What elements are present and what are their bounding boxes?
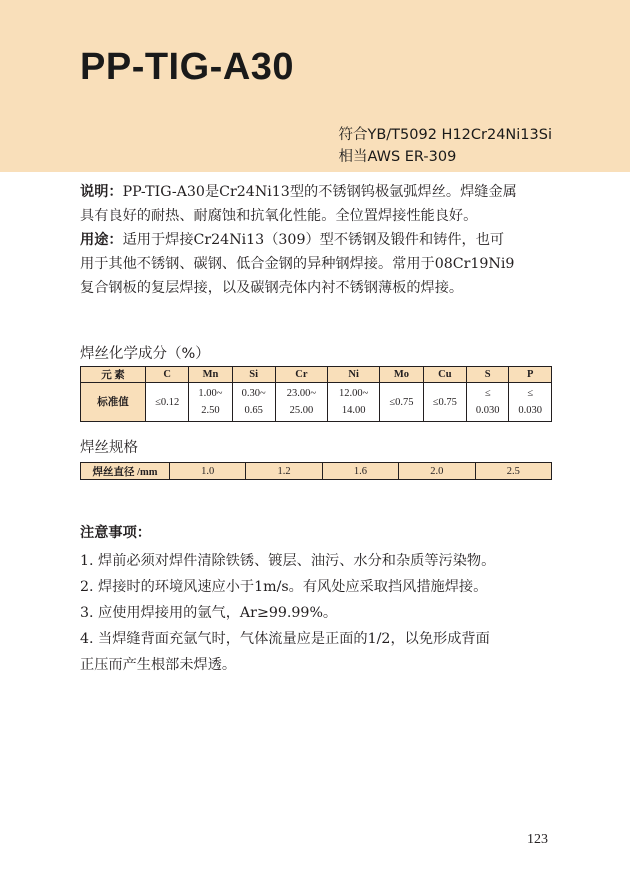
note-item: 1. 焊前必须对焊件清除铁锈、镀层、油污、水分和杂质等污染物。 xyxy=(80,553,496,569)
diameter-cell: 2.5 xyxy=(475,463,551,480)
header-cell: C xyxy=(146,367,189,383)
header-cell: P xyxy=(509,367,552,383)
note-item: 2. 焊接时的环境风速应小于1m/s。有风处应采取挡风措施焊接。 xyxy=(80,579,488,595)
value-cell: ≤0.75 xyxy=(380,383,423,422)
spec-table xyxy=(80,462,552,480)
value-cell: ≤ 0.030 xyxy=(467,383,509,422)
spec-label: 焊丝直径 /mm xyxy=(81,463,170,480)
value-cell: 23.00~ 25.00 xyxy=(275,383,327,422)
header-cell: 元 素 xyxy=(81,367,146,383)
standard-line: 符合YB/T5092 H12Cr24Ni13Si xyxy=(338,127,552,143)
note-item: 3. 应使用焊接用的氩气，Ar≥99.99%。 xyxy=(80,605,338,621)
note-item: 4. 当焊缝背面充氩气时，气体流量应是正面的1/2，以免形成背面 xyxy=(80,631,490,647)
usage-line: 用途：适用于焊接Cr24Ni13（309）型不锈钢及锻件和铸件，也可 xyxy=(80,232,505,248)
composition-value-row xyxy=(81,383,552,422)
usage-label: 用途： xyxy=(80,232,123,248)
header-cell: S xyxy=(467,367,509,383)
header-cell: Cr xyxy=(275,367,327,383)
description-label: 说明： xyxy=(80,184,123,200)
header-band xyxy=(0,0,630,172)
product-title: PP-TIG-A30 xyxy=(80,46,295,88)
header-cell: Si xyxy=(232,367,275,383)
description-line: 具有良好的耐热、耐腐蚀和抗氧化性能。全位置焊接性能良好。 xyxy=(80,208,478,224)
diameter-cell: 1.2 xyxy=(246,463,322,480)
description-line: 说明：PP-TIG-A30是Cr24Ni13型的不锈钢钨极氩弧焊丝。焊缝金属 xyxy=(80,184,517,200)
composition-table xyxy=(80,366,552,422)
usage-line: 用于其他不锈钢、碳钢、低合金钢的异种钢焊接。常用于08Cr19Ni9 xyxy=(80,256,515,272)
header-cell: Mn xyxy=(189,367,232,383)
description-block xyxy=(80,180,560,300)
page-number: 123 xyxy=(527,832,548,847)
diameter-cell: 1.6 xyxy=(322,463,398,480)
value-cell: ≤0.75 xyxy=(423,383,466,422)
standard-line: 相当AWS ER-309 xyxy=(338,149,457,165)
diameter-cell: 1.0 xyxy=(170,463,246,480)
value-cell: 1.00~ 2.50 xyxy=(189,383,232,422)
usage-line: 复合钢板的复层焊接，以及碳钢壳体内衬不锈钢薄板的焊接。 xyxy=(80,280,464,296)
composition-header-row xyxy=(81,367,552,383)
value-cell: 0.30~ 0.65 xyxy=(232,383,275,422)
spec-row xyxy=(81,463,552,480)
header-cell: Ni xyxy=(328,367,380,383)
value-cell: ≤ 0.030 xyxy=(509,383,552,422)
header-cell: Cu xyxy=(423,367,466,383)
header-cell: Mo xyxy=(380,367,423,383)
standards-block xyxy=(338,124,552,168)
diameter-cell: 2.0 xyxy=(399,463,475,480)
value-cell: ≤0.12 xyxy=(146,383,189,422)
notes-heading: 注意事项： xyxy=(80,525,151,541)
notes-block xyxy=(80,520,560,678)
value-cell: 12.00~ 14.00 xyxy=(328,383,380,422)
spec-heading: 焊丝规格 xyxy=(80,440,138,456)
row-label: 标准值 xyxy=(81,383,146,422)
composition-heading: 焊丝化学成分（%） xyxy=(80,346,210,362)
note-item: 正压而产生根部未焊透。 xyxy=(80,657,237,673)
